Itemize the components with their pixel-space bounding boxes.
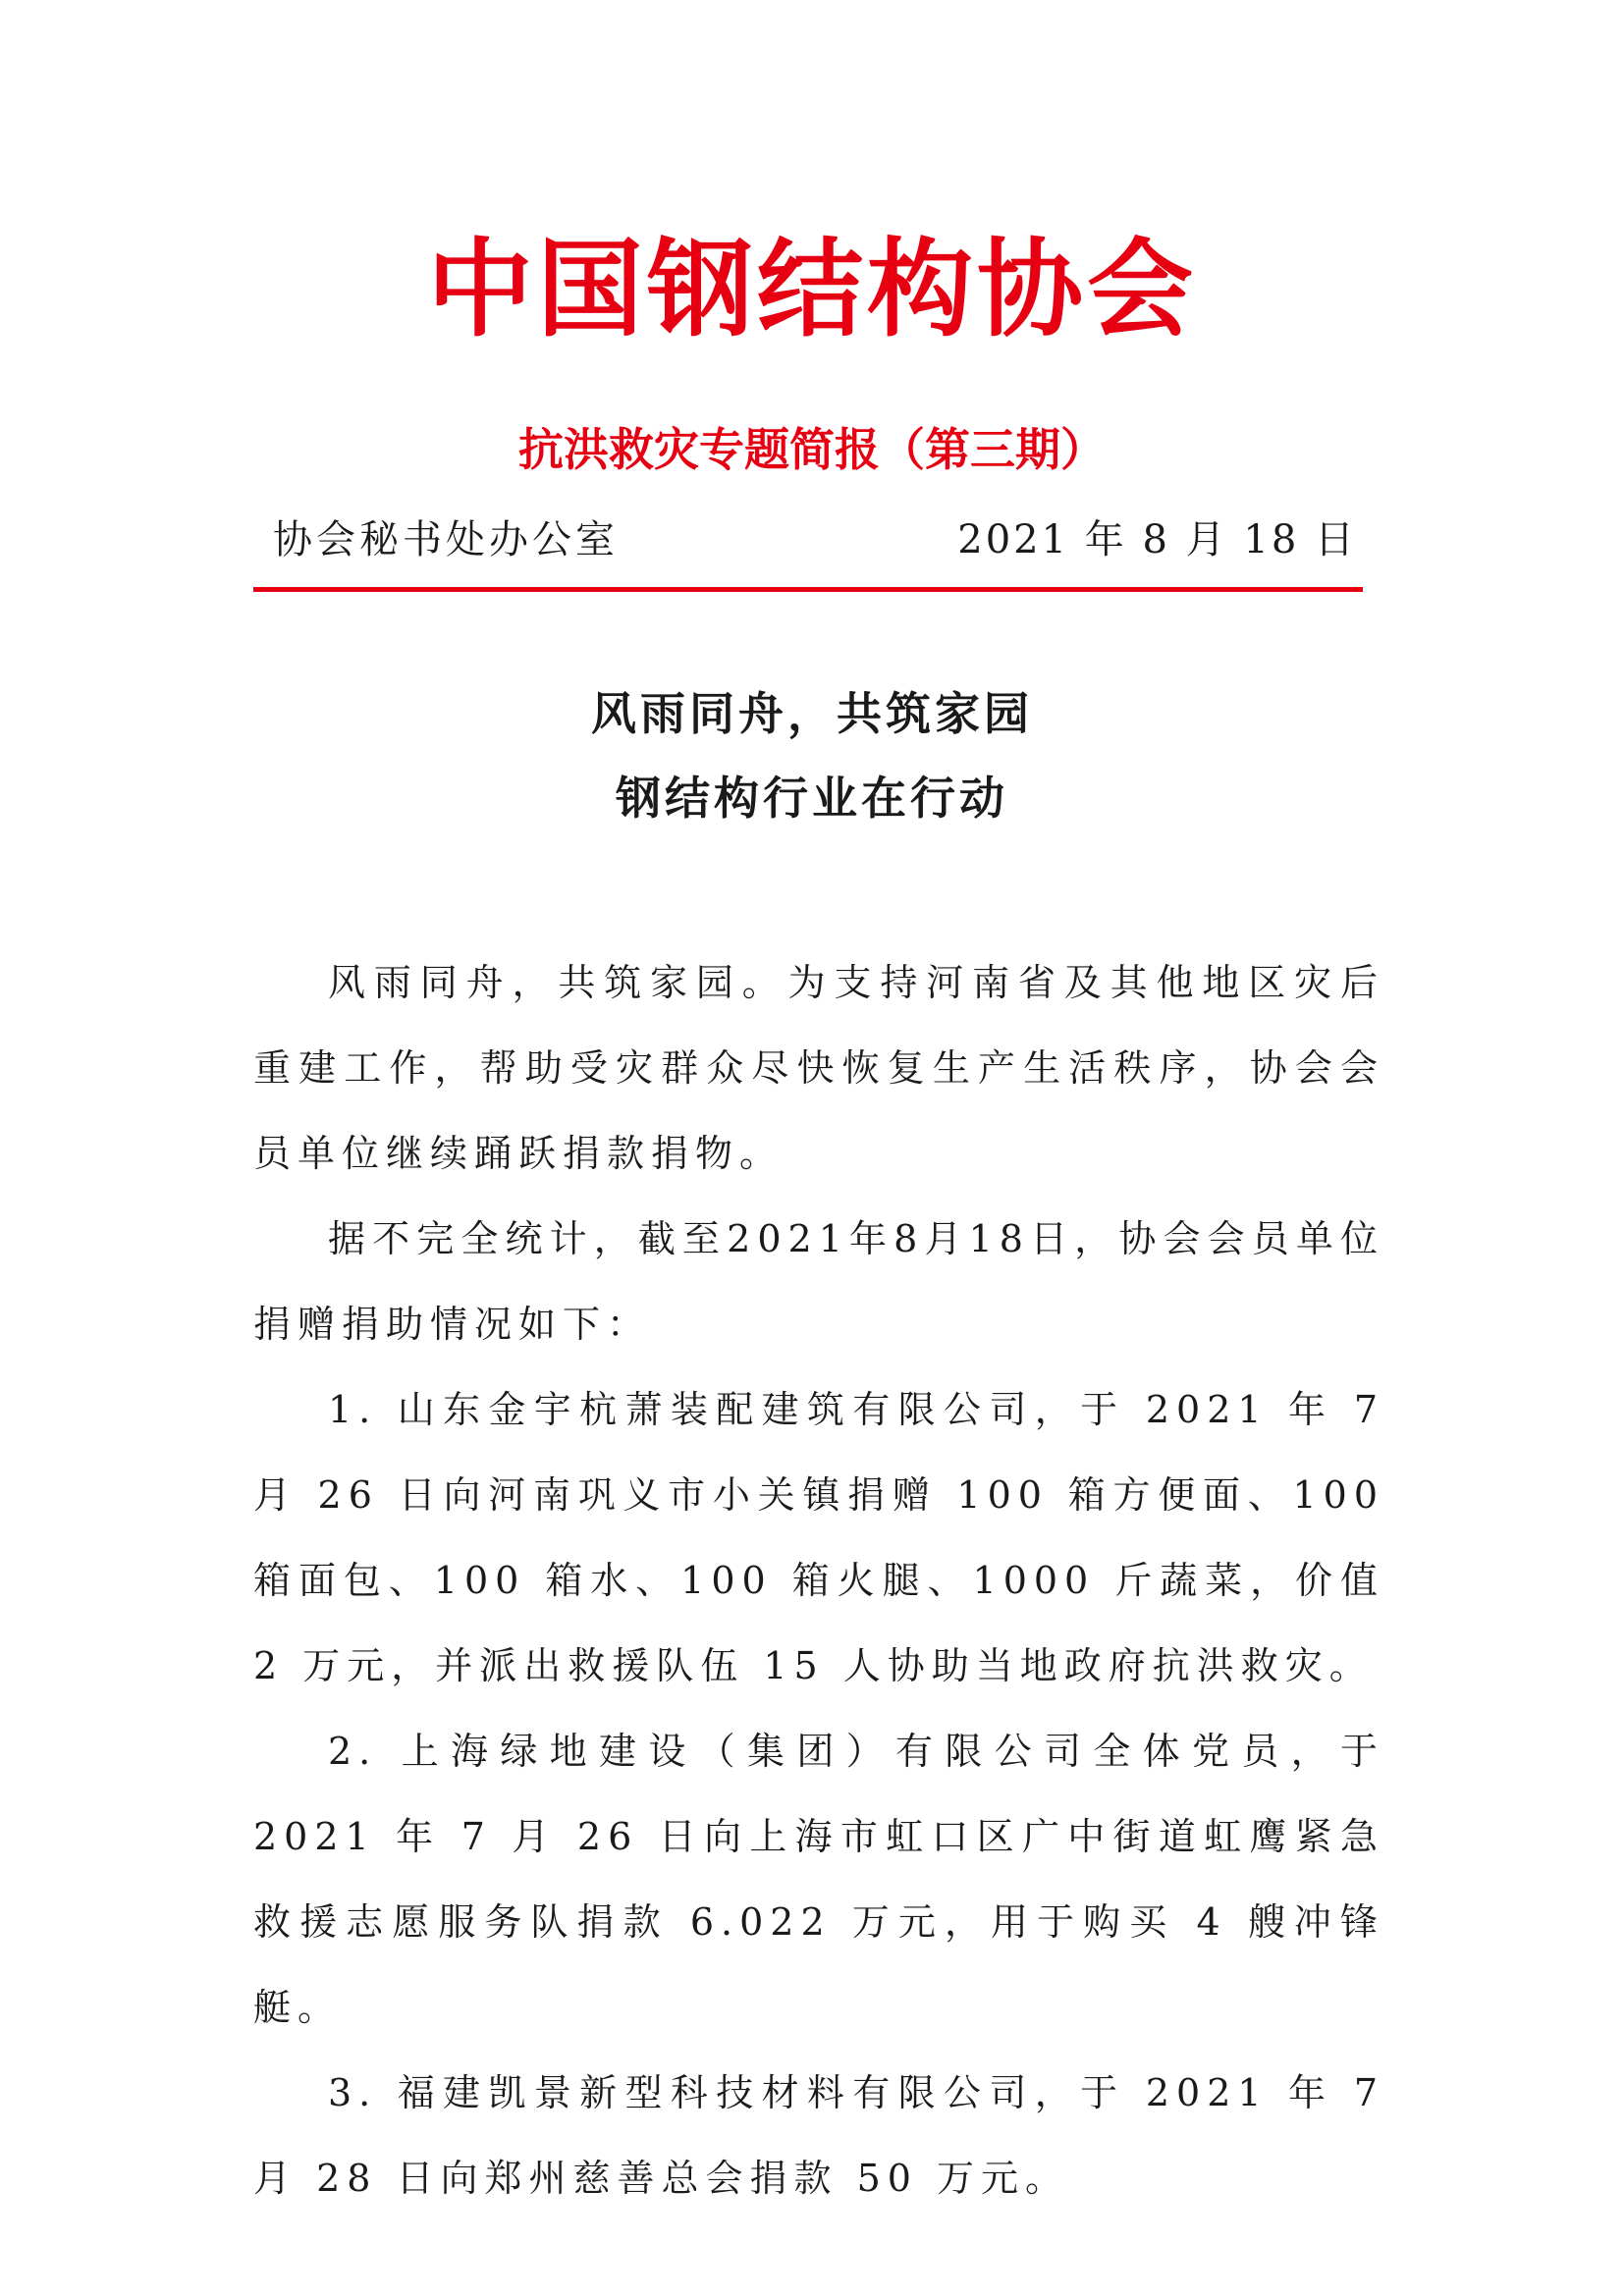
headline-line1: 风雨同舟，共筑家园	[591, 687, 1033, 740]
paragraph-summary: 据不完全统计，截至2021年8月18日，协会会员单位捐赠捐助情况如下：	[253, 1217, 1384, 1346]
paragraph-item-2: 2. 上海绿地建设（集团）有限公司全体党员，于 2021 年 7 月 26 日向上海市虹口区广中街道虹鹰紧急救援志愿服务队捐款 6.022 万元，用于购买 4 艘冲锋艇。	[253, 1730, 1384, 2029]
paragraph-item-3: 3. 福建凯景新型科技材料有限公司，于 2021 年 7 月 28 日向郑州慈善总会捐款 50 万元。	[253, 2071, 1384, 2200]
issue-date: 2021 年 8 月 18 日	[957, 517, 1357, 562]
paragraph-item-1: 1. 山东金宇杭萧装配建筑有限公司，于 2021 年 7 月 26 日向河南巩义市小关镇捐赠 100 箱方便面、100 箱面包、100 箱水、100 箱火腿、1000 斤蔬菜，价值 2 万元，并派出救援队伍 15 人协助当地政府抗洪救灾。	[253, 1388, 1384, 1687]
issuer: 协会秘书处办公室	[273, 517, 619, 562]
bulletin-title: 抗洪救灾专题简报（第三期）	[518, 423, 1106, 476]
article-body	[253, 940, 1384, 2221]
headline-line2: 钢结构行业在行动	[616, 772, 1008, 825]
header-divider	[253, 587, 1363, 592]
org-title: 中国钢结构协会	[426, 228, 1197, 351]
paragraph-intro: 风雨同舟，共筑家园。为支持河南省及其他地区灾后重建工作，帮助受灾群众尽快恢复生产生活秩序，协会会员单位继续踊跃捐款捐物。	[253, 961, 1384, 1175]
